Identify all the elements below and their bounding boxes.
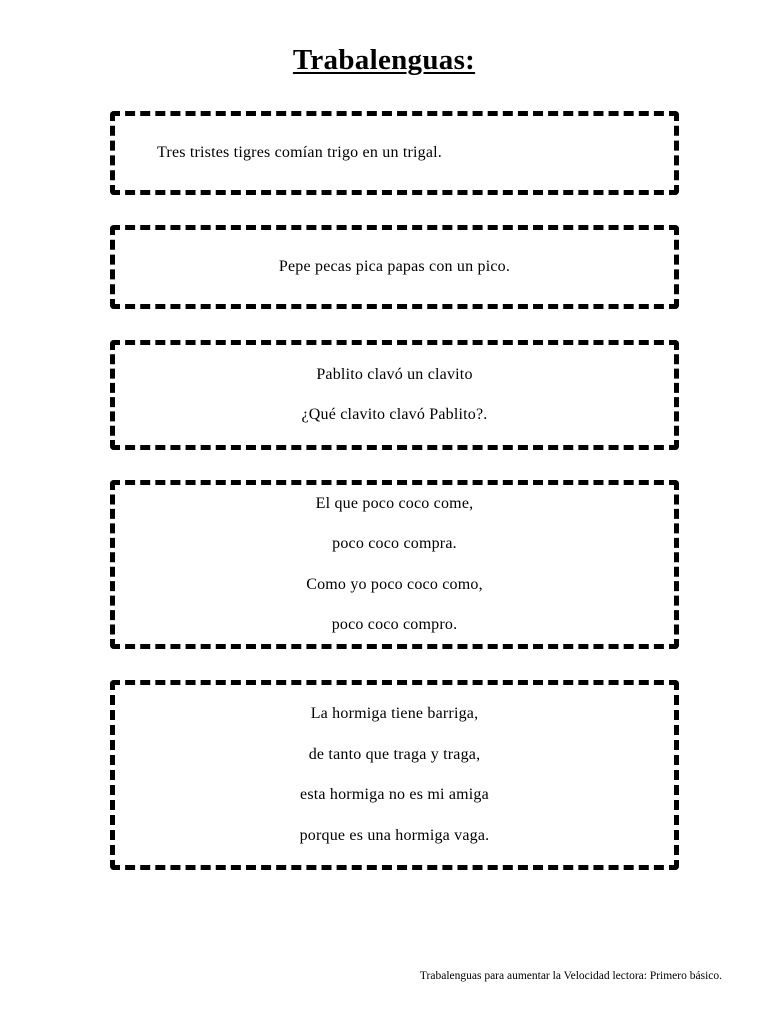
tongue-twister-line: de tanto que traga y traga, [308, 745, 481, 763]
tongue-twister-line: ¿Qué clavito clavó Pablito?. [301, 406, 488, 423]
tongue-twister-line: porque es una hormiga vaga. [299, 826, 490, 844]
tongue-twister-line: Como yo poco coco como, [306, 575, 483, 593]
tongue-twister-line: El que poco coco come, [315, 494, 474, 512]
tongue-twister-box-3 [110, 340, 679, 450]
tongue-twister-line: poco coco compra. [332, 535, 457, 552]
page-title: Trabalenguas: [292, 44, 476, 76]
tongue-twister-line: Tres tristes tigres comían trigo en un trigal. [157, 143, 443, 161]
footer-caption: Trabalenguas para aumentar la Velocidad lectora: Primero básico. [419, 970, 722, 982]
tongue-twister-box-5 [110, 680, 679, 870]
tongue-twister-box-4 [110, 480, 679, 649]
tongue-twister-line: esta hormiga no es mi amiga [300, 786, 489, 803]
tongue-twister-box-1 [110, 111, 679, 195]
tongue-twister-line: poco coco compro. [331, 616, 458, 633]
tongue-twister-line: Pepe pecas pica papas con un pico. [278, 257, 511, 275]
tongue-twister-line: Pablito clavó un clavito [316, 365, 473, 383]
tongue-twister-line: La hormiga tiene barriga, [310, 705, 479, 722]
tongue-twister-box-2 [110, 225, 679, 309]
